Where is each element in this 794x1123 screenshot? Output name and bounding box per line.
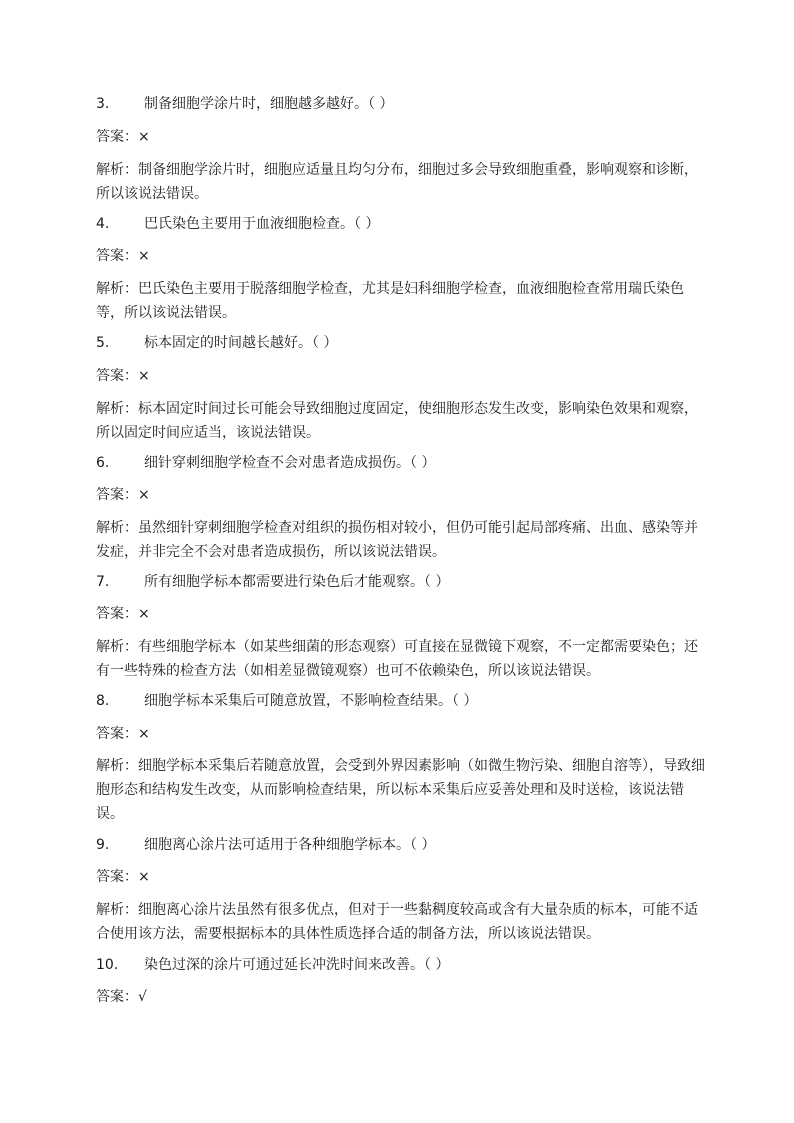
question-line (96, 335, 337, 351)
question-number: 8. (96, 693, 110, 709)
analysis-paragraph: 解析：细胞离心涂片法虽然有很多优点，但对于一些黏稠度较高或含有大量杂质的标本，可能不适合使用该方法，需要根据标本的具体性质选择合适的制备方法，所以该说法错误。 (96, 902, 698, 942)
answer-line: 答案：√ (96, 989, 147, 1005)
analysis-paragraph: 解析：细胞学标本采集后若随意放置，会受到外界因素影响（如微生物污染、细胞自溶等），导致细胞形态和结构发生改变，从而影响检查结果，所以标本采集后应妥善处理和及时送检，该说法错误。 (96, 758, 705, 822)
question-number: 7. (96, 574, 110, 590)
analysis-paragraph: 解析：标本固定时间过长可能会导致细胞过度固定，使细胞形态发生改变，影响染色效果和观察，所以固定时间应适当，该说法错误。 (96, 401, 698, 441)
answer-line: 答案：× (96, 129, 150, 145)
question-text: 细针穿刺细胞学检查不会对患者造成损伤。（ ） (144, 455, 436, 471)
answer-line: 答案：× (96, 248, 150, 264)
question-number: 4. (96, 216, 110, 232)
analysis-paragraph: 解析：制备细胞学涂片时，细胞应适量且均匀分布，细胞过多会导致细胞重叠，影响观察和诊断，所以该说法错误。 (96, 162, 698, 202)
question-number: 6. (96, 455, 110, 471)
question-line (96, 96, 393, 112)
analysis-paragraph: 解析：有些细胞学标本（如某些细菌的形态观察）可直接在显微镜下观察，不一定都需要染色；还有一些特殊的检查方法（如相差显微镜观察）也可不依赖染色，所以该说法错误。 (96, 639, 698, 679)
question-number: 3. (96, 96, 110, 112)
question-line (96, 216, 379, 232)
question-text: 巴氏染色主要用于血液细胞检查。（ ） (144, 216, 380, 232)
question-line (96, 837, 435, 853)
question-text: 所有细胞学标本都需要进行染色后才能观察。（ ） (144, 574, 450, 590)
question-line (96, 693, 477, 709)
question-number: 10. (96, 957, 119, 973)
answer-line: 答案：× (96, 606, 150, 622)
question-text: 标本固定的时间越长越好。（ ） (144, 335, 338, 351)
question-text: 染色过深的涂片可通过延长冲洗时间来改善。（ ） (144, 957, 450, 973)
question-number: 5. (96, 335, 110, 351)
question-line (96, 574, 449, 590)
question-line (96, 957, 449, 973)
question-text: 细胞学标本采集后可随意放置，不影响检查结果。（ ） (144, 693, 478, 709)
answer-line: 答案：× (96, 368, 150, 384)
question-line (96, 455, 435, 471)
question-text: 细胞离心涂片法可适用于各种细胞学标本。（ ） (144, 837, 436, 853)
question-number: 9. (96, 837, 110, 853)
question-text: 制备细胞学涂片时，细胞越多越好。（ ） (144, 96, 394, 112)
answer-line: 答案：× (96, 869, 150, 885)
analysis-paragraph: 解析：虽然细针穿刺细胞学检查对组织的损伤相对较小，但仍可能引起局部疼痛、出血、感染等并发症，并非完全不会对患者造成损伤，所以该说法错误。 (96, 520, 698, 560)
answer-line: 答案：× (96, 726, 150, 742)
analysis-paragraph: 解析：巴氏染色主要用于脱落细胞学检查，尤其是妇科细胞学检查，血液细胞检查常用瑞氏染色等，所以该说法错误。 (96, 281, 684, 321)
answer-line: 答案：× (96, 487, 150, 503)
